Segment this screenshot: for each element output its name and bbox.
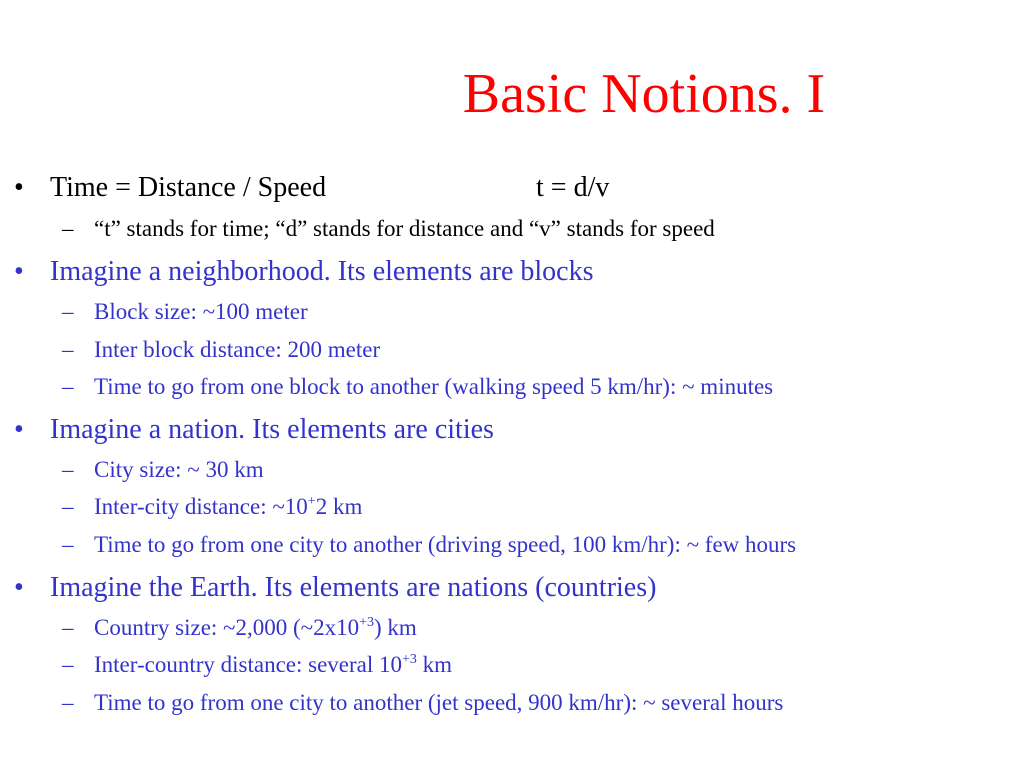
dash-marker: – (62, 652, 74, 677)
subitem-city-travel-time (62, 531, 962, 559)
subitem-text: Time to go from one city to another (driving speed, 100 km/hr): ~ few hours (94, 532, 797, 557)
subitem-block-travel-time (62, 373, 962, 401)
bullet-text: Imagine a neighborhood. Its elements are blocks (50, 256, 594, 287)
bullet-marker: • (14, 572, 24, 603)
subitem-text-post: ) km (374, 615, 417, 640)
subitem-text: City size: ~ 30 km (94, 457, 264, 482)
subitem-text: Time to go from one block to another (walking speed 5 km/hr): ~ minutes (94, 374, 774, 399)
bullet-text: Imagine the Earth. Its elements are nations (countries) (50, 572, 657, 603)
superscript: +3 (359, 615, 374, 630)
subitem-text: “t” stands for time; “d” stands for distance and “v” stands for speed (94, 216, 715, 241)
subitem-text-pre: Inter-country distance: several 10 (94, 652, 402, 677)
subitem-text-post: km (416, 652, 453, 677)
bullet-text: Imagine a nation. Its elements are cities (50, 414, 494, 445)
bullet-earth (14, 571, 914, 605)
subitem-city-size (62, 456, 962, 484)
dash-marker: – (62, 374, 74, 399)
bullet-time-formula (14, 171, 914, 205)
bullet-marker: • (14, 172, 24, 203)
bullet-text: Time = Distance / Speed (50, 172, 327, 203)
subitem-country-size (62, 614, 962, 642)
superscript: +3 (402, 652, 417, 667)
subitem-global-travel-time (62, 689, 962, 717)
subitem-text-pre: Country size: ~2,000 (~2x10 (94, 615, 360, 640)
dash-marker: – (62, 216, 74, 241)
bullet-marker: • (14, 414, 24, 445)
dash-marker: – (62, 494, 74, 519)
subitem-inter-country-distance (62, 651, 962, 679)
subitem-variable-definitions (62, 215, 962, 243)
bullet-marker: • (14, 256, 24, 287)
subitem-text-post: 2 km (315, 494, 363, 519)
subitem-text-pre: Inter-city distance: ~10 (94, 494, 308, 519)
subitem-text: Time to go from one city to another (jet speed, 900 km/hr): ~ several hours (94, 690, 784, 715)
subitem-text (94, 493, 362, 521)
dash-marker: – (62, 299, 74, 324)
superscript: + (307, 494, 316, 509)
dash-marker: – (62, 615, 74, 640)
dash-marker: – (62, 690, 74, 715)
slide-title: Basic Notions. I (462, 63, 826, 125)
subitem-inter-city-distance (62, 493, 962, 521)
dash-marker: – (62, 337, 74, 362)
subitem-block-size (62, 298, 962, 326)
subitem-text: Block size: ~100 meter (94, 299, 308, 324)
bullet-nation (14, 413, 914, 447)
subitem-text (94, 614, 417, 642)
subitem-text (94, 651, 452, 679)
formula: t = d/v (536, 172, 610, 203)
dash-marker: – (62, 532, 74, 557)
bullet-neighborhood (14, 255, 914, 289)
subitem-text: Inter block distance: 200 meter (94, 337, 381, 362)
subitem-inter-block-distance (62, 336, 962, 364)
dash-marker: – (62, 457, 74, 482)
